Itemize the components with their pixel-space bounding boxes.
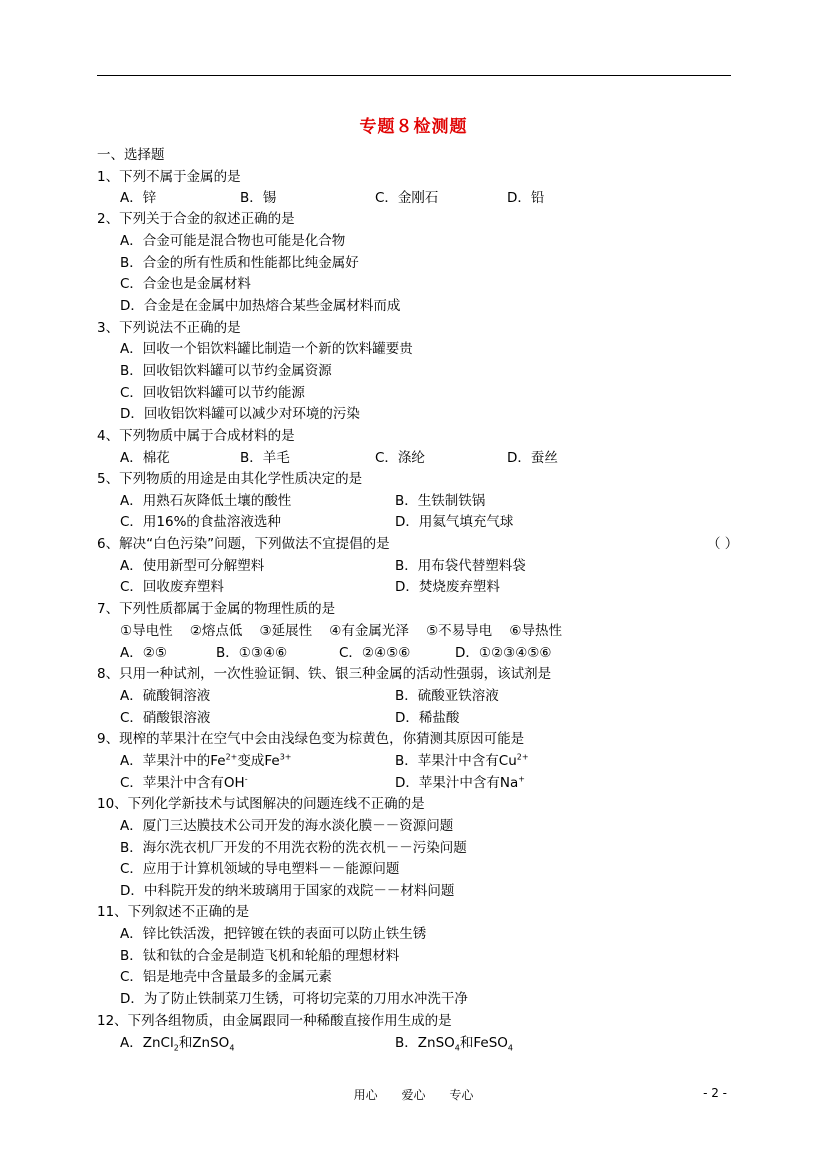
footer-word-1: 用心	[353, 1088, 378, 1102]
q7-option-a: A．②⑤	[120, 645, 167, 661]
q6-option-d: D．焚烧废弃塑料	[395, 579, 500, 595]
q6-option-a: A．使用新型可分解塑料	[120, 558, 265, 574]
q8-option-c: C．硝酸银溶液	[120, 710, 211, 726]
q9-option-d-text: D．苹果汁中含有Na	[395, 775, 519, 791]
q9-option-a-charge1: 2+	[225, 752, 238, 762]
q12-option-a-text: A．ZnCl	[120, 1035, 174, 1051]
header-rule	[97, 75, 731, 76]
page-title: 专题８检测题	[359, 117, 468, 137]
q9-option-b	[395, 753, 529, 769]
q2-option-b: B．合金的所有性质和性能都比纯金属好	[120, 255, 359, 271]
q12-option-b-mid: 和FeSO	[459, 1035, 508, 1051]
q12-option-a-mid: 和ZnSO	[178, 1035, 230, 1051]
section-heading: 一、选择题	[97, 147, 165, 163]
q5-option-b: B．生铁制铁锅	[395, 493, 486, 509]
q8-option-a: A．硫酸铜溶液	[120, 688, 211, 704]
q9-option-b-text: B．苹果汁中含有Cu	[395, 753, 517, 769]
q3-option-b: B．回收铝饮料罐可以节约金属资源	[120, 363, 332, 379]
q11-stem: 11、下列叙述不正确的是	[97, 904, 250, 920]
q11-option-c: C．铝是地壳中含量最多的金属元素	[120, 969, 332, 985]
q12-option-b-text: B．ZnSO	[395, 1035, 455, 1051]
q1-option-b: B．锡	[240, 190, 277, 206]
q2-option-c: C．合金也是金属材料	[120, 276, 251, 292]
q7-property-list: ①导电性 ②熔点低 ③延展性 ④有金属光泽 ⑤不易导电 ⑥导热性	[120, 623, 562, 639]
q12-option-b-sub1: 4	[454, 1043, 460, 1053]
q8-option-b: B．硫酸亚铁溶液	[395, 688, 499, 704]
q2-stem: 2、下列关于合金的叙述正确的是	[97, 211, 295, 227]
q7-option-b: B．①③④⑥	[216, 645, 288, 661]
q9-option-d-charge: +	[518, 774, 525, 784]
q2-option-d: D．合金是在金属中加热熔合某些金属材料而成	[120, 298, 401, 314]
q8-stem: 8、只用一种试剂，一次性验证铜、铁、银三种金属的活动性强弱，该试剂是	[97, 666, 552, 682]
q3-stem: 3、下列说法不正确的是	[97, 320, 241, 336]
q9-option-a	[120, 753, 292, 769]
q9-stem: 9、现榨的苹果汁在空气中会由浅绿色变为棕黄色，你猜测其原因可能是	[97, 731, 525, 747]
footer-word-2: 爱心	[401, 1088, 426, 1102]
q12-option-a-sub2: 4	[229, 1043, 235, 1053]
q4-stem: 4、下列物质中属于合成材料的是	[97, 428, 295, 444]
q5-stem: 5、下列物质的用途是由其化学性质决定的是	[97, 471, 363, 487]
q6-stem: 6、解决“白色污染”问题，下列做法不宜提倡的是	[97, 536, 390, 552]
q3-option-a: A．回收一个铝饮料罐比制造一个新的饮料罐要贵	[120, 341, 413, 357]
q11-option-a: A．锌比铁活泼，把锌镀在铁的表面可以防止铁生锈	[120, 926, 427, 942]
q10-option-b: B．海尔洗衣机厂开发的不用洗衣粉的洗衣机－－污染问题	[120, 840, 467, 856]
q12-option-b-sub2: 4	[507, 1043, 513, 1053]
q8-option-d: D．稀盐酸	[395, 710, 460, 726]
q11-option-b: B．钛和钛的合金是制造飞机和轮船的理想材料	[120, 948, 400, 964]
q9-option-d	[395, 775, 525, 791]
q1-option-d: D．铅	[507, 190, 545, 206]
q5-option-c: C．用16%的食盐溶液选种	[120, 514, 281, 530]
q6-option-c: C．回收废弃塑料	[120, 579, 224, 595]
q9-option-a-charge2: 3+	[279, 752, 292, 762]
q10-stem: 10、下列化学新技术与试图解决的问题连线不正确的是	[97, 796, 425, 812]
q9-option-c-text: C．苹果汁中含有OH	[120, 775, 245, 791]
q12-stem: 12、下列各组物质，由金属跟同一种稀酸直接作用生成的是	[97, 1013, 452, 1029]
q7-option-c: C．②④⑤⑥	[339, 645, 411, 661]
q4-option-c: C．涤纶	[375, 450, 425, 466]
q12-option-a-sub1: 2	[173, 1043, 179, 1053]
q4-option-b: B．羊毛	[240, 450, 290, 466]
q5-option-d: D．用氦气填充气球	[395, 514, 514, 530]
q1-option-c: C．金刚石	[375, 190, 439, 206]
q7-stem: 7、下列性质都属于金属的物理性质的是	[97, 601, 336, 617]
q9-option-c-charge: -	[244, 774, 248, 784]
q3-option-c: C．回收铝饮料罐可以节约能源	[120, 385, 305, 401]
q6-option-b: B．用布袋代替塑料袋	[395, 558, 526, 574]
q9-option-b-charge: 2+	[516, 752, 529, 762]
footer-word-3: 专心	[449, 1088, 474, 1102]
q5-option-a: A．用熟石灰降低土壤的酸性	[120, 493, 292, 509]
q10-option-a: A．厦门三达膜技术公司开发的海水淡化膜－－资源问题	[120, 818, 454, 834]
q9-option-c	[120, 775, 248, 791]
q1-stem: 1、下列不属于金属的是	[97, 169, 241, 185]
q4-option-a: A．棉花	[120, 450, 170, 466]
q9-option-a-text: A．苹果汁中的Fe	[120, 753, 226, 769]
q2-option-a: A．合金可能是混合物也可能是化合物	[120, 233, 346, 249]
q12-option-b	[395, 1035, 513, 1051]
q6-answer-parentheses: （ ）	[707, 536, 739, 552]
q1-option-a: A．锌	[120, 190, 157, 206]
q7-option-d: D．①②③④⑤⑥	[455, 645, 552, 661]
q11-option-d: D．为了防止铁制菜刀生锈，可将切完菜的刀用水冲洗干净	[120, 991, 468, 1007]
q10-option-d: D．中科院开发的纳米玻璃用于国家的戏院－－材料问题	[120, 883, 455, 899]
q9-option-a-mid: 变成Fe	[237, 753, 280, 769]
page-number: - 2 -	[703, 1086, 727, 1100]
q12-option-a	[120, 1035, 234, 1051]
q3-option-d: D．回收铝饮料罐可以减少对环境的污染	[120, 406, 360, 422]
q10-option-c: C．应用于计算机领域的导电塑料－－能源问题	[120, 861, 400, 877]
q4-option-d: D．蚕丝	[507, 450, 558, 466]
